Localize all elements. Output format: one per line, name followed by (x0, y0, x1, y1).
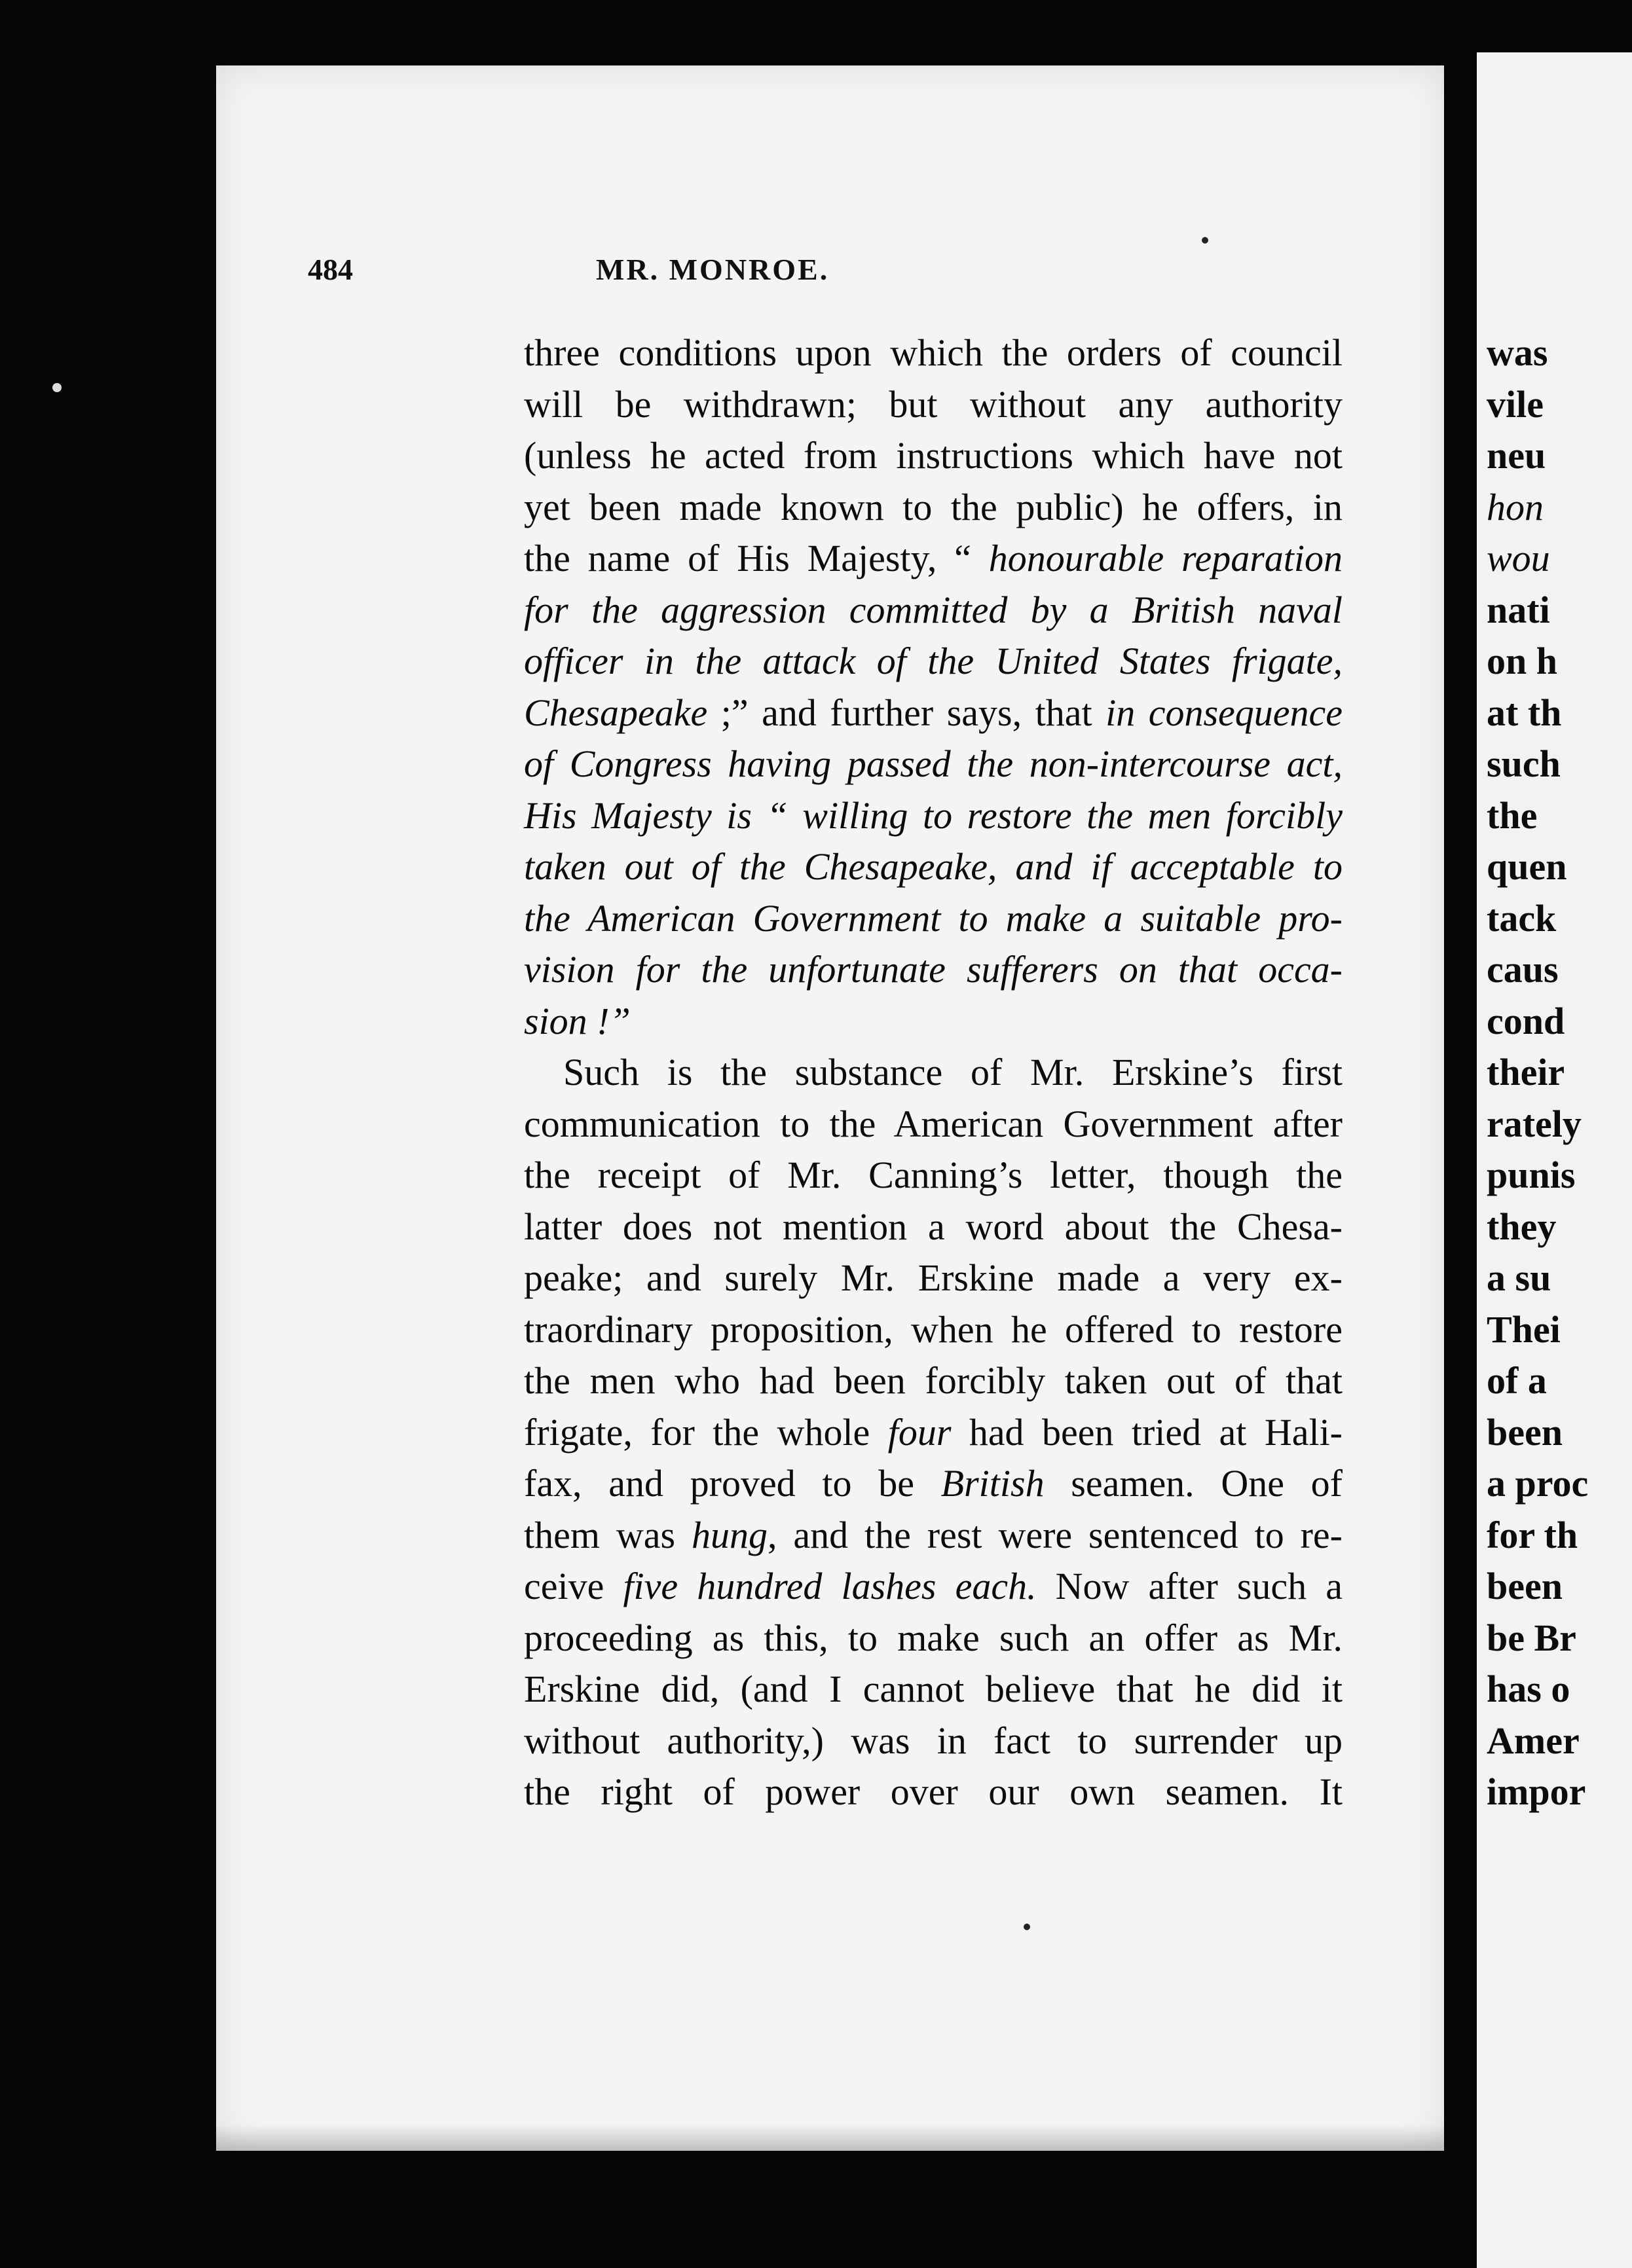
text-line (524, 893, 1343, 945)
text-line (524, 636, 1343, 687)
text-line (524, 1047, 1343, 1099)
text-span: , and the rest were sentenced to re- (767, 1513, 1343, 1556)
running-head (308, 252, 1343, 298)
facing-page-line-fragment: cond (1487, 999, 1565, 1042)
facing-page-line-fragment: at th (1487, 691, 1562, 734)
text-line (524, 1253, 1343, 1304)
text-line (524, 482, 1343, 534)
facing-page-line-fragment: been (1487, 1410, 1563, 1454)
facing-page-line-fragment: was (1487, 331, 1548, 374)
italic-text: vision for the unfortunate sufferers on that occa- (524, 948, 1343, 991)
italic-text: of Congress having passed the non-intercourse act, (524, 742, 1343, 785)
text-span: Now after such a (1036, 1565, 1343, 1607)
text-span: the men who had been forcibly taken out of that (524, 1359, 1343, 1402)
text-span: fax, and proved to be (524, 1462, 941, 1505)
text-line (524, 996, 1343, 1048)
facing-page-line-fragment: the (1487, 794, 1538, 837)
text-span: (unless he acted from instructions which have not (524, 434, 1343, 477)
facing-page-line-fragment: a su (1487, 1256, 1551, 1299)
facing-page-line-fragment: they (1487, 1205, 1557, 1248)
book-gutter (1444, 39, 1477, 2268)
text-line (524, 739, 1343, 790)
italic-text: officer in the attack of the United States frigate, (524, 640, 1343, 682)
text-span: frigate, for the whole (524, 1410, 888, 1454)
text-span: Erskine did, (and I cannot believe that he did it (524, 1668, 1343, 1710)
text-span: will be withdrawn; but without any authority (524, 382, 1343, 426)
dust-speck (1202, 237, 1208, 244)
text-span: ;” and further says, that (707, 691, 1106, 734)
text-line (524, 327, 1343, 379)
facing-page-line-fragment: nati (1487, 588, 1550, 631)
facing-page-line-fragment: Thei (1487, 1308, 1561, 1351)
facing-page-line-fragment: vile (1487, 382, 1544, 426)
text-line (524, 944, 1343, 996)
text-span: the right of power over our own seamen. It (524, 1770, 1343, 1813)
italic-text: British (940, 1462, 1045, 1505)
italic-text: taken out of the Chesapeake, and if acceptable to (524, 845, 1343, 888)
facing-page-line-fragment: rately (1487, 1102, 1582, 1145)
facing-page-line-fragment: punis (1487, 1154, 1576, 1196)
text-span: latter does not mention a word about the Chesa- (524, 1205, 1343, 1248)
facing-page-line-fragment: neu (1487, 434, 1546, 477)
text-line (524, 430, 1343, 482)
text-line (524, 1510, 1343, 1562)
text-line (524, 1561, 1343, 1613)
text-line (524, 585, 1343, 636)
facing-page-line-fragment: on h (1487, 640, 1558, 682)
facing-page-line-fragment: their (1487, 1051, 1565, 1093)
facing-page-line-fragment: wou (1487, 537, 1550, 579)
italic-text: five hundred lashes each. (623, 1565, 1037, 1607)
facing-page-line-fragment: be Br (1487, 1616, 1576, 1659)
facing-page-line-fragment: hon (1487, 485, 1544, 528)
text-line (524, 1715, 1343, 1767)
text-line (524, 1150, 1343, 1201)
text-span: the name of His Majesty, “ (524, 537, 989, 579)
facing-page-text (1487, 327, 1588, 1818)
text-line (524, 841, 1343, 893)
facing-page-line-fragment: of a (1487, 1359, 1547, 1402)
italic-text: honourable reparation (988, 537, 1343, 579)
facing-page-line-fragment: been (1487, 1565, 1563, 1607)
page-number: 484 (308, 253, 353, 286)
text-line (524, 687, 1343, 739)
italic-text: Chesapeake (524, 691, 708, 734)
text-line (524, 1458, 1343, 1510)
text-line (524, 1664, 1343, 1715)
text-span: without authority,) was in fact to surrender up (524, 1719, 1343, 1762)
facing-page-line-fragment: such (1487, 742, 1561, 785)
text-line (524, 1201, 1343, 1253)
facing-page-line-fragment: has o (1487, 1668, 1570, 1710)
text-line (524, 1099, 1343, 1150)
text-line (524, 1407, 1343, 1459)
text-span: three conditions upon which the orders of council (524, 331, 1343, 374)
facing-page-line-fragment: caus (1487, 948, 1559, 991)
text-span: had been tried at Hali- (951, 1410, 1343, 1454)
facing-page-line-fragment: tack (1487, 896, 1557, 940)
text-span: ceive (524, 1565, 623, 1607)
dust-speck (52, 383, 62, 392)
dust-speck (1024, 1924, 1030, 1930)
italic-text: hung (691, 1513, 768, 1556)
facing-page-line-fragment: for th (1487, 1513, 1578, 1556)
text-line (524, 1766, 1343, 1818)
text-line (524, 1355, 1343, 1407)
text-span: peake; and surely Mr. Erskine made a very ex- (524, 1256, 1343, 1299)
italic-text: in consequence (1105, 691, 1343, 734)
text-line (524, 1613, 1343, 1664)
body-text (524, 327, 1343, 1818)
text-span: them was (524, 1513, 692, 1556)
text-line (524, 1304, 1343, 1356)
text-span: proceeding as this, to make such an offer as Mr. (524, 1616, 1343, 1659)
italic-text: for the aggression committed by a British naval (524, 588, 1343, 631)
italic-text: the American Government to make a suitable pro- (524, 896, 1343, 940)
text-span: Such is the substance of Mr. Erskine’s first (563, 1051, 1343, 1093)
italic-text: four (887, 1410, 952, 1454)
facing-page-line-fragment: Amer (1487, 1719, 1580, 1762)
text-line (524, 533, 1343, 585)
italic-text: sion !” (524, 999, 631, 1042)
facing-page-line-fragment: a proc (1487, 1462, 1589, 1505)
italic-text: His Majesty is “ willing to restore the men forcibly (524, 794, 1343, 837)
text-line (524, 379, 1343, 431)
text-span: the receipt of Mr. Canning’s letter, though the (524, 1154, 1343, 1196)
facing-page-line-fragment: quen (1487, 845, 1567, 888)
text-span: seamen. One of (1044, 1462, 1343, 1505)
text-span: communication to the American Government after (524, 1102, 1343, 1145)
text-line (524, 790, 1343, 842)
text-span: traordinary proposition, when he offered to restore (524, 1308, 1343, 1351)
text-span: yet been made known to the public) he offers, in (524, 485, 1343, 528)
running-title: MR. MONROE. (596, 253, 830, 286)
facing-page-line-fragment: impor (1487, 1770, 1586, 1813)
